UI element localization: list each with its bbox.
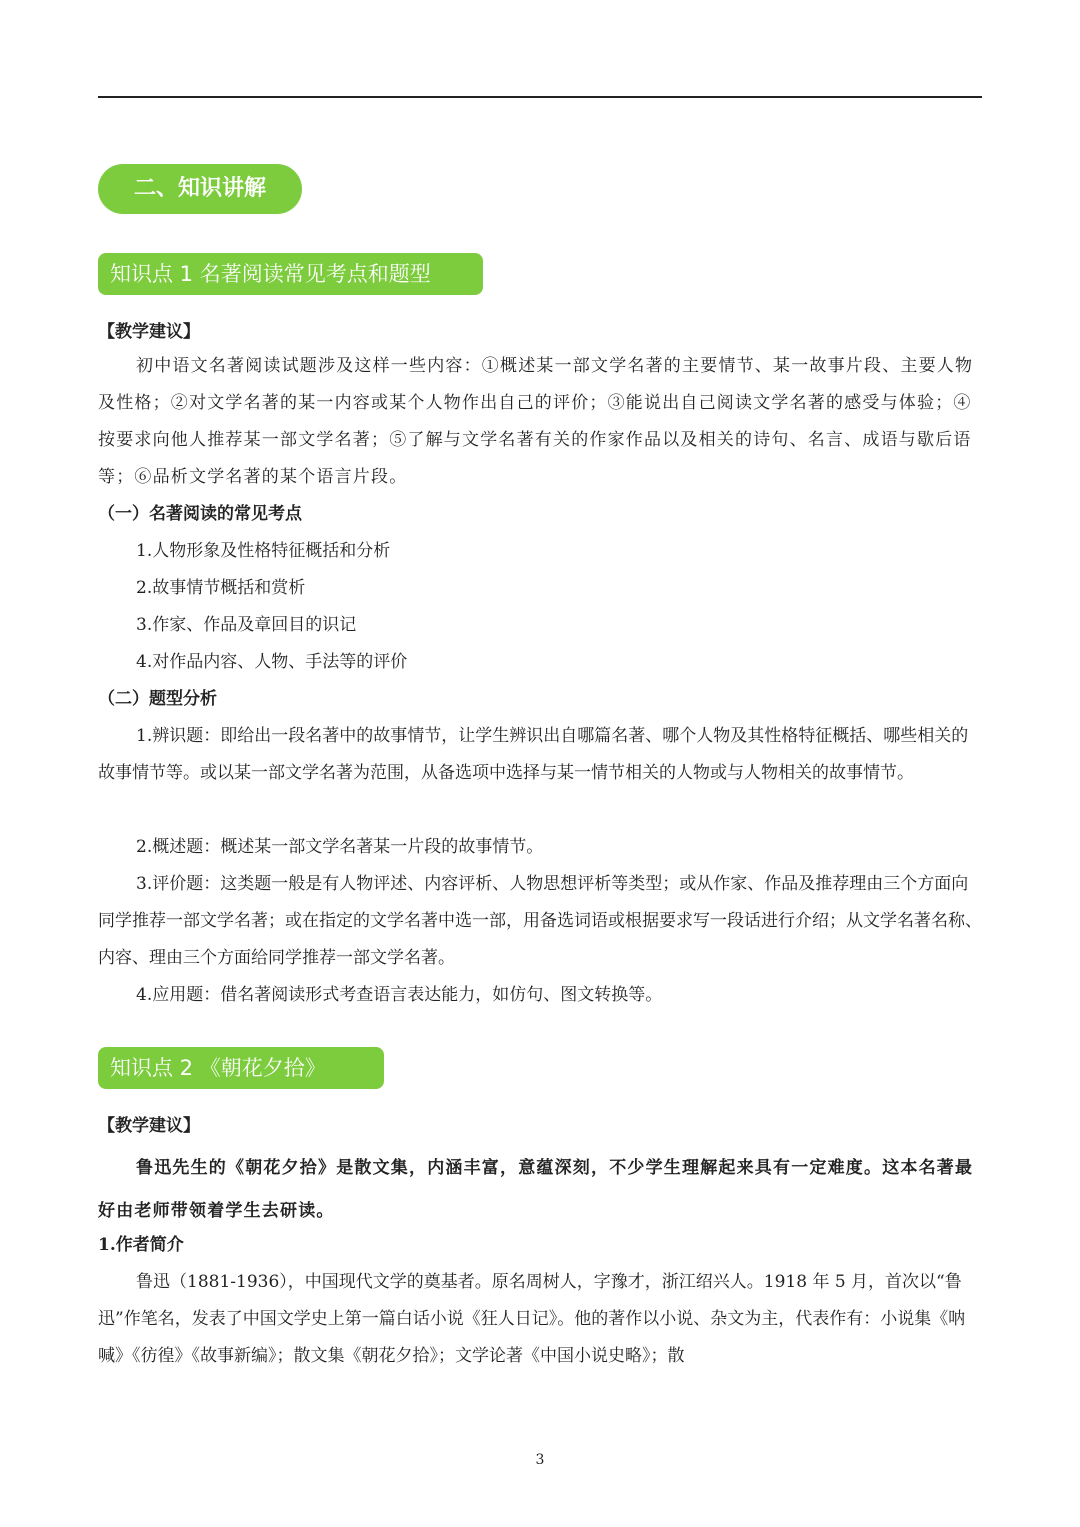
- page-number: 3: [535, 1452, 545, 1468]
- author-intro-paragraph: 鲁迅（1881-1936），中国现代文学的奠基者。原名周树人，字豫才，浙江绍兴人。1918 年 5 月，首次以“鲁迅”作笔名，发表了中国文学史上第一篇白话小说《狂人日记》。他的著作以小说、杂文为主，代表作有：小说集《呐喊》《彷徨》《故事新编》；散文集《朝花夕拾》；文学论著《中国小说史略》；散: [98, 1272, 966, 1366]
- part2-item: 3.评价题：这类题一般是有人物评述、内容评析、人物思想评析等类型；或从作家、作品及推荐理由三个方面向同学推荐一部文学名著；或在指定的文学名著中选一部，用备选词语或根据要求写一段话进行介绍；从文学名著名称、内容、理由三个方面给同学推荐一部文学名著。: [98, 874, 982, 968]
- part2-item: 2.概述题：概述某一部文学名著某一片段的故事情节。: [136, 837, 544, 857]
- kp2-intro-paragraph: 鲁迅先生的《朝花夕拾》是散文集，内涵丰富，意蕴深刻，不少学生理解起来具有一定难度。这本名著最好由老师带领着学生去研读。: [98, 1158, 974, 1221]
- section-title-badge: 二、知识讲解: [98, 164, 302, 214]
- knowledge-point-2-title: 知识点 2 《朝花夕拾》: [98, 1047, 384, 1089]
- part2-item: 1.辨识题：即给出一段名著中的故事情节，让学生辨识出自哪篇名著、哪个人物及其性格特征概括、哪些相关的故事情节等。或以某一部文学名著为范围，从备选项中选择与某一情节相关的人物或与人物相关的故事情节。: [98, 726, 969, 783]
- part1-item: 1.人物形象及性格特征概括和分析: [136, 541, 391, 561]
- part2-heading: （二）题型分析: [98, 689, 217, 709]
- kp1-intro-paragraph: 初中语文名著阅读试题涉及这样一些内容：①概述某一部文学名著的主要情节、某一故事片段、主要人物及性格；②对文学名著的某一内容或某个人物作出自己的评价；③能说出自己阅读文学名著的感受与体验；④按要求向他人推荐某一部文学名著；⑤了解与文学名著有关的作家作品以及相关的诗句、名言、成语与歇后语等；⑥品析文学名著的某个语言片段。: [98, 356, 974, 487]
- header-rule: [98, 96, 982, 98]
- part1-item: 3.作家、作品及章回目的识记: [136, 615, 357, 635]
- teaching-suggestion-label: 【教学建议】: [98, 322, 200, 342]
- knowledge-point-1-title: 知识点 1 名著阅读常见考点和题型: [98, 253, 483, 295]
- teaching-suggestion-label: 【教学建议】: [98, 1116, 200, 1136]
- part1-item: 4.对作品内容、人物、手法等的评价: [136, 652, 408, 672]
- author-intro-heading: 1.作者简介: [98, 1235, 184, 1255]
- part2-item: 4.应用题：借名著阅读形式考查语言表达能力，如仿句、图文转换等。: [136, 985, 663, 1005]
- part1-heading: （一）名著阅读的常见考点: [98, 504, 302, 524]
- part1-item: 2.故事情节概括和赏析: [136, 578, 306, 598]
